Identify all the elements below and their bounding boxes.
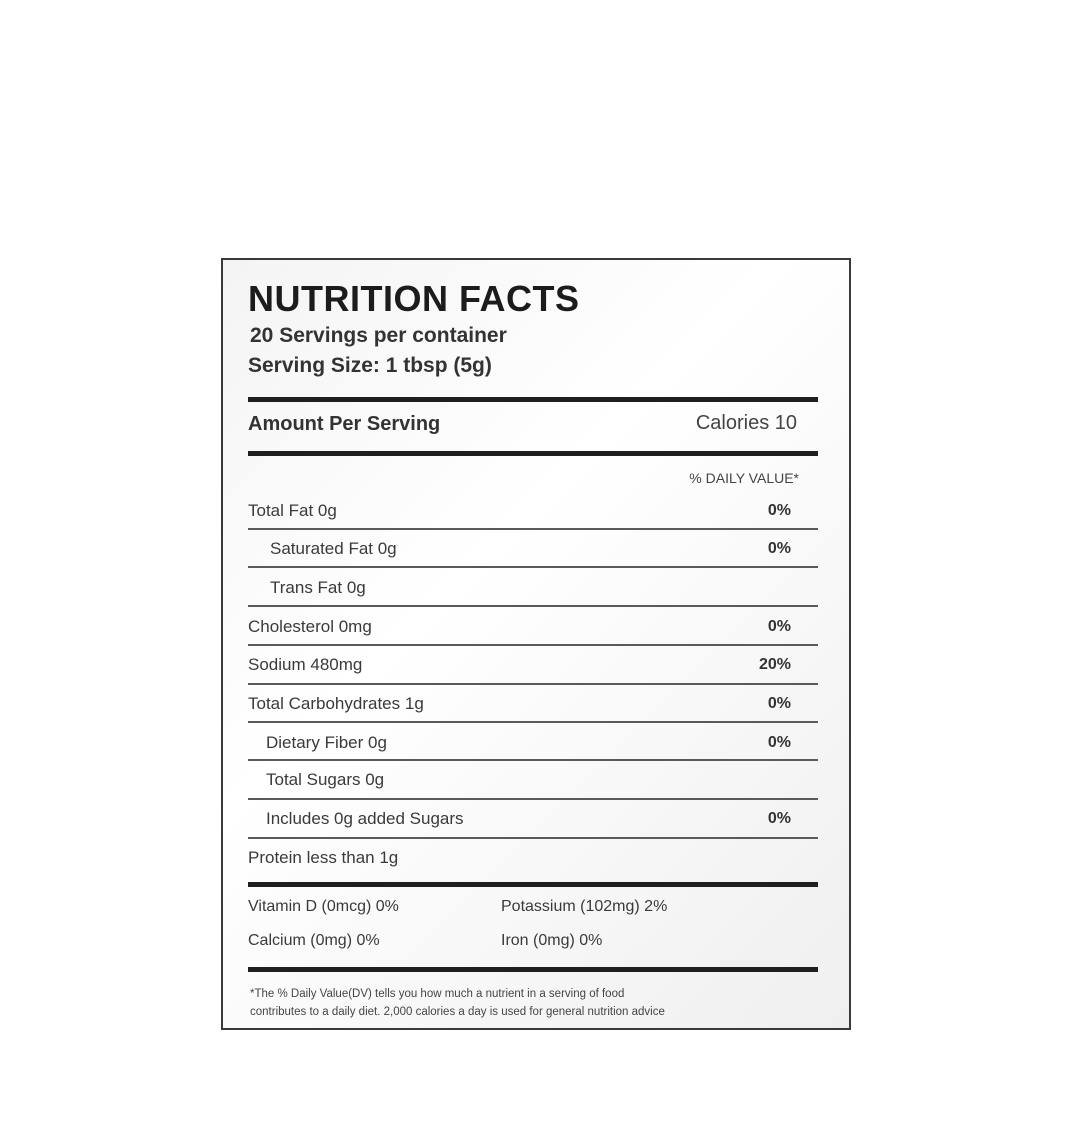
calcium: Calcium (0mg) 0%: [248, 932, 380, 949]
label-title: NUTRITION FACTS: [248, 278, 580, 319]
divider-thick: [248, 397, 818, 402]
divider: [248, 566, 818, 568]
divider: [248, 605, 818, 607]
nutrient-name: Saturated Fat 0g: [270, 539, 397, 558]
nutrient-daily-value: 0%: [767, 734, 791, 751]
nutrient-daily-value: 20%: [758, 656, 791, 673]
vitamin-d: Vitamin D (0mcg) 0%: [248, 898, 399, 915]
nutrient-name: Total Carbohydrates 1g: [248, 694, 424, 713]
footnote: [250, 985, 830, 1021]
divider: [248, 837, 818, 839]
nutrient-name: Includes 0g added Sugars: [266, 809, 464, 828]
iron: Iron (0mg) 0%: [501, 932, 603, 949]
nutrient-daily-value: 0%: [767, 502, 791, 519]
footnote-line: *The % Daily Value(DV) tells you how much a nutrient in a serving of food: [250, 988, 625, 1000]
nutrient-name: Total Sugars 0g: [266, 770, 385, 789]
nutrient-daily-value: 0%: [767, 810, 791, 827]
nutrition-facts-label: [221, 258, 851, 1030]
calories: Calories 10: [695, 412, 797, 434]
divider: [248, 683, 818, 685]
amount-per-serving: Amount Per Serving: [248, 413, 441, 435]
nutrient-name: Trans Fat 0g: [270, 578, 366, 597]
nutrient-daily-value: 0%: [767, 540, 791, 557]
potassium: Potassium (102mg) 2%: [501, 898, 668, 915]
nutrient-name: Protein less than 1g: [248, 848, 399, 867]
nutrient-daily-value: 0%: [767, 618, 791, 635]
divider-thick: [248, 967, 818, 972]
nutrient-daily-value: 0%: [767, 695, 791, 712]
servings-per-container: 20 Servings per container: [250, 324, 507, 347]
divider-thick: [248, 882, 818, 887]
divider: [248, 759, 818, 761]
divider: [248, 798, 818, 800]
nutrient-name: Dietary Fiber 0g: [266, 733, 387, 752]
divider: [248, 721, 818, 723]
divider-thick: [248, 451, 818, 456]
daily-value-header: % DAILY VALUE*: [689, 470, 799, 486]
footnote-line: contributes to a daily diet. 2,000 calories a day is used for general nutrition advice: [250, 1006, 665, 1018]
nutrient-name: Total Fat 0g: [248, 501, 337, 520]
nutrient-name: Sodium 480mg: [248, 655, 363, 674]
serving-size: Serving Size: 1 tbsp (5g): [248, 354, 492, 377]
divider: [248, 528, 818, 530]
nutrient-name: Cholesterol 0mg: [248, 617, 372, 636]
divider: [248, 644, 818, 646]
